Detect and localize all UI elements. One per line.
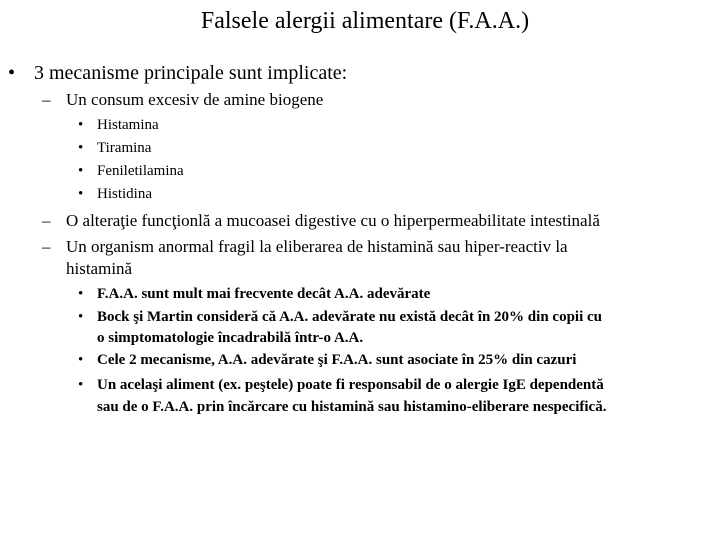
bullet-icon: • — [78, 309, 84, 325]
mechanism-3-label: Un organism anormal fragil la eliberarea de histamină sau hiper-reactiv la — [66, 237, 568, 256]
bullet-icon: • — [78, 377, 84, 393]
bullet-icon: • — [78, 352, 84, 368]
note-text: Un acelaşi aliment (ex. peştele) poate fi responsabil de o alergie IgE dependentă — [97, 377, 604, 393]
bullet-icon: • — [78, 163, 84, 179]
mechanism-2-label: O alteraţie funcţionlă a mucoasei digestive cu o hiperpermeabilitate intestinală — [66, 211, 600, 230]
main-point-text: 3 mecanisme principale sunt implicate: — [34, 62, 348, 84]
bullet-icon: • — [78, 140, 84, 156]
bullet-icon: • — [78, 186, 84, 202]
bullet-icon: • — [78, 286, 84, 302]
note-text-continued: o simptomatologie încadrabilă într-o A.A. — [97, 330, 364, 346]
amine-label: Histidina — [97, 186, 152, 202]
amine-label: Histamina — [97, 117, 159, 133]
bullet-icon: • — [8, 62, 16, 84]
mechanism-1-label: Un consum excesiv de amine biogene — [66, 90, 324, 109]
amine-label: Tiramina — [97, 140, 152, 156]
note-text: F.A.A. sunt mult mai frecvente decât A.A. adevărate — [97, 286, 431, 302]
note-text-continued: sau de o F.A.A. prin încărcare cu histamină sau histamino-eliberare nespecifică. — [97, 399, 607, 415]
dash-icon: – — [42, 211, 51, 230]
amine-label: Feniletilamina — [97, 163, 184, 179]
note-text: Bock şi Martin consideră că A.A. adevărate nu există decât în 20% din copii cu — [97, 309, 602, 325]
slide-title: Falsele alergii alimentare (F.A.A.) — [200, 8, 530, 34]
dash-icon: – — [42, 237, 51, 256]
dash-icon: – — [42, 90, 51, 109]
note-text: Cele 2 mecanisme, A.A. adevărate şi F.A.A. sunt asociate în 25% din cazuri — [97, 352, 577, 368]
bullet-icon: • — [78, 117, 84, 133]
mechanism-3-label-continued: histamină — [66, 259, 133, 278]
